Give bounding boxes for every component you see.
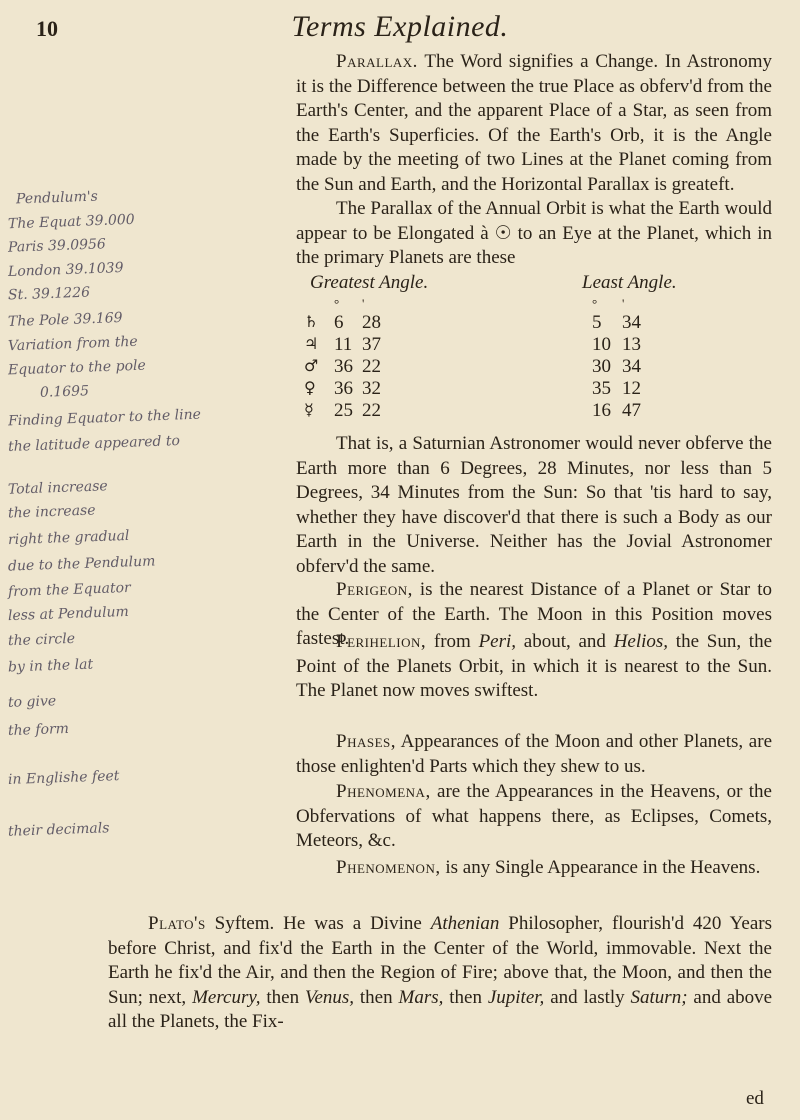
least-degrees: 30 [592,356,611,377]
margin-note: due to the Pendulum [7,553,156,575]
least-minutes: 34 [622,312,641,333]
margin-note: the circle [7,630,76,650]
running-title: Terms Explained. [291,10,509,43]
margin-note: The Equat 39.000 [7,211,135,233]
entry-term: Perigeon, [336,579,413,600]
margin-note: London 39.1039 [7,259,124,281]
table-row [252,312,732,334]
greatest-minutes: 22 [362,400,381,421]
margin-note: Paris 39.0956 [7,236,107,256]
entry-text: then [266,986,300,1008]
entry-term: Phases, [336,731,396,752]
entry-text: about, and [523,631,606,652]
parallax-paragraph-1 [296,50,772,197]
entry-term: Phenomena, [336,781,431,802]
entry-text: Peri, [478,631,517,652]
venus-icon: ♀ [304,378,316,397]
margin-note: the form [7,720,70,740]
margin-note: Total increase [7,478,108,498]
margin-note: 0.1695 [39,383,90,401]
entry-text: Jupiter, [487,986,545,1008]
least-degrees: 16 [592,400,611,421]
jupiter-icon: ♃ [304,334,319,353]
margin-note: Equator to the pole [7,357,147,379]
mars-icon: ♂ [304,356,319,375]
table-row [252,356,732,378]
degree-symbol: ° [592,296,598,311]
entry-text: Syftem. He was a Divine [214,913,422,934]
greatest-degrees: 36 [334,356,353,377]
entry-text: Mars, [398,986,444,1008]
margin-note: Finding Equator to the line [7,406,202,430]
paragraph-text: That is, a Saturnian Astronomer would never obferve the Earth more than 6 Degrees, 28 Minutes, nor less than 5 Degrees, 34 Minutes from the Sun: So that 'tis hard to say, whether they have discover'd that there is such a Body as our Earth in the Universe. Neither has the Jovial Astronomer obferv'd the same. [296,433,772,577]
entry-text: are the Appearances in the Heavens, or the Obfervations of what happens there, as Eclipses, Comets, Meteors, &c. [296,781,772,851]
entry-term: Parallax. [336,51,418,72]
entry-text: from [433,631,471,652]
entry-term: Perihelion, [336,631,427,652]
margin-note: to give [7,693,57,711]
least-minutes: 13 [622,334,641,355]
degree-symbol: ° [334,296,340,311]
margin-note: their decimals [7,820,110,840]
entry-text: Philosopher, flourish'd 420 Years before Christ, and fix'd the Earth in the Center of the World, immovable. Next the Earth he fix'd the Air, and then the Region of Fire; above that, the Moon, and then the Sun; next, [108,913,773,1008]
minute-symbol: ' [362,296,365,311]
margin-note: the increase [7,502,96,522]
table-row [252,378,732,400]
entry-text: Helios, [613,631,669,652]
mercury-icon: ☿ [304,400,314,419]
header-least-angle: Least Angle. [582,272,677,293]
entry-phenomena [296,780,772,854]
entry-text: and above all the Planets, the Fix- [108,986,773,1032]
entry-text: The Word signifies a Change. In Astronomy it is the Difference between the true Place as obferv'd from the Earth's Center, and the apparent Place of a Star, as seen from the Earth's Superficies. Of the Earth's Orb, it is the Angle made by the meeting of two Lines at the Planet coming from the Sun and Earth, and the Horizontal Parallax is greateft. [296,51,772,195]
margin-note: St. 39.1226 [7,284,91,304]
entry-phenomenon [296,856,772,881]
margin-note: from the Equator [7,579,131,601]
least-minutes: 34 [622,356,641,377]
greatest-minutes: 28 [362,312,381,333]
minute-symbol: ' [622,296,625,311]
greatest-degrees: 36 [334,378,353,399]
saturn-icon: ♄ [304,312,319,331]
entry-text: then [359,986,393,1008]
entry-text: and lastly [550,986,625,1008]
margin-note: The Pole 39.169 [7,310,123,330]
parallax-paragraph-2: The Parallax of the Annual Orbit is what the Earth would appear to be Elongated à ☉ to an Eye at the Planet, which in the primary Planets are these [296,198,772,268]
margin-note: less at Pendulum [7,603,130,625]
least-degrees: 5 [592,312,602,333]
greatest-minutes: 22 [362,356,381,377]
entry-text: then [449,986,482,1008]
entry-text: Venus, [304,986,355,1008]
least-degrees: 10 [592,334,611,355]
greatest-minutes: 32 [362,378,381,399]
entry-term: Phenomenon, [336,857,441,878]
margin-note: by in the lat [7,656,94,676]
margin-note: Variation from the [7,333,138,355]
entry-text: Appearances of the Moon and other Planets, are those enlighten'd Parts which they shew to us. [296,731,773,777]
entry-parallax-continued [296,432,772,579]
catchword: ed [746,1088,764,1109]
entry-parallax [296,50,772,271]
margin-note: Pendulum's [15,188,99,208]
greatest-degrees: 6 [334,312,344,333]
entry-platos-system [108,912,772,1035]
margin-note: the latitude appeared to [7,433,181,455]
page-number: 10 [36,16,58,41]
table-row [252,400,732,422]
greatest-degrees: 25 [334,400,353,421]
margin-note: in Englishe feet [7,768,120,788]
entry-phases [296,730,772,779]
entry-text: Athenian [430,913,500,934]
margin-note: right the gradual [7,527,130,549]
entry-text: is the nearest Distance of a Planet or Star to the Center of the Earth. The Moon in this Position moves fastest. [296,579,772,649]
greatest-minutes: 37 [362,334,381,355]
table-row [252,334,732,356]
entry-term: Plato's [148,913,206,934]
entry-perihelion [296,630,772,704]
page-header [0,8,800,48]
entry-text: the Sun, the Point of the Planets Orbit, in which it is nearest to the Sun. The Planet now moves swiftest. [296,631,773,701]
header-greatest-angle: Greatest Angle. [310,272,429,293]
entry-text: Saturn; [630,986,688,1008]
least-degrees: 35 [592,378,611,399]
entry-text: Mercury, [192,986,261,1008]
least-minutes: 47 [622,400,641,421]
least-minutes: 12 [622,378,641,399]
greatest-degrees: 11 [334,334,353,355]
entry-text: is any Single Appearance in the Heavens. [445,857,761,878]
